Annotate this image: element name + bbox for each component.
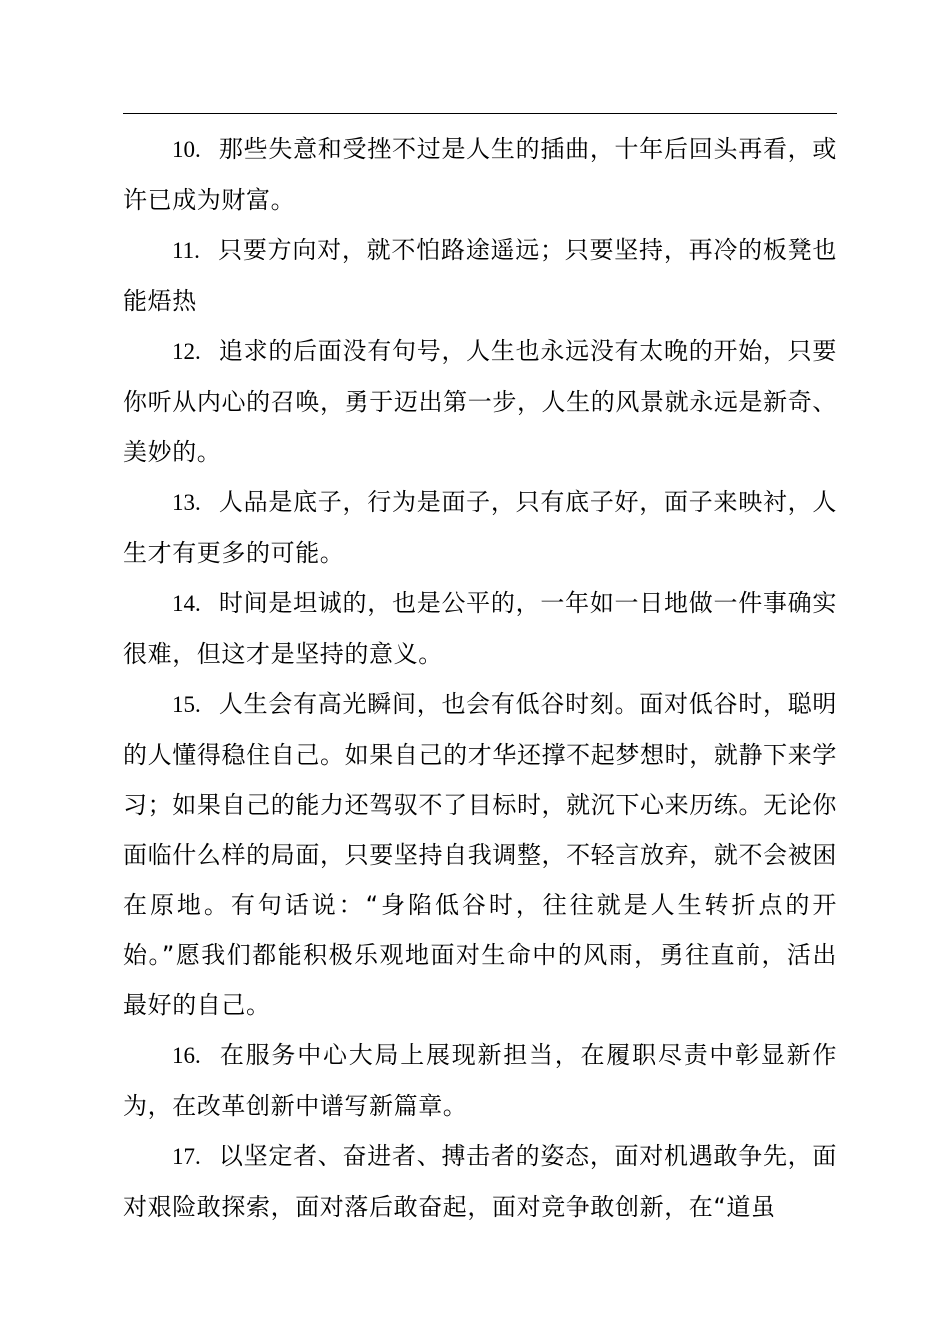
item-text: 人品是底子，行为是面子，只有底子好，面子来映衬，人生才有更多的可能。 [123,488,837,567]
list-item-15 [123,679,837,1030]
item-text: 人生会有高光瞬间，也会有低谷时刻。面对低谷时，聪明的人懂得稳住自己。如果自己的才华还撑不起梦想时，就静下来学习；如果自己的能力还驾驭不了目标时，就沉下心来历练。无论你面临什么样的局面，只要坚持自我调整，不轻言放弃，就不会被困在原地。有句话说：“身陷低谷时，往往就是人生转折点的开始。”愿我们都能积极乐观地面对生命中的风雨，勇往直前，活出最好的自己。 [123,690,837,1019]
item-number: 13. [172,490,201,515]
item-number: 16. [172,1043,201,1068]
item-text: 只要方向对，就不怕路途遥远；只要坚持，再冷的板凳也能焐热 [123,236,837,315]
item-text: 那些失意和受挫不过是人生的插曲，十年后回头再看，或许已成为财富。 [123,135,837,214]
item-number: 10. [172,137,201,162]
document-body [123,124,837,1232]
list-item-13 [123,477,837,578]
item-number: 12. [172,339,201,364]
item-text: 在服务中心大局上展现新担当，在履职尽责中彰显新作为，在改革创新中谱写新篇章。 [123,1041,837,1120]
item-number: 17. [172,1144,201,1169]
header-rule [123,113,837,114]
list-item-14 [123,578,837,679]
item-number: 11. [172,238,200,263]
item-text: 追求的后面没有句号，人生也永远没有太晚的开始，只要你听从内心的召唤，勇于迈出第一步，人生的风景就永远是新奇、美妙的。 [123,337,837,466]
list-item-12 [123,326,837,477]
list-item-10 [123,124,837,225]
item-number: 15. [172,692,201,717]
list-item-17 [123,1131,837,1232]
list-item-11 [123,225,837,326]
item-text: 以坚定者、奋进者、搏击者的姿态，面对机遇敢争先，面对艰险敢探索，面对落后敢奋起，面对竞争敢创新，在“道虽 [123,1142,837,1221]
list-item-16 [123,1030,837,1131]
item-text: 时间是坦诚的，也是公平的，一年如一日地做一件事确实很难，但这才是坚持的意义。 [123,589,837,668]
item-number: 14. [172,591,201,616]
